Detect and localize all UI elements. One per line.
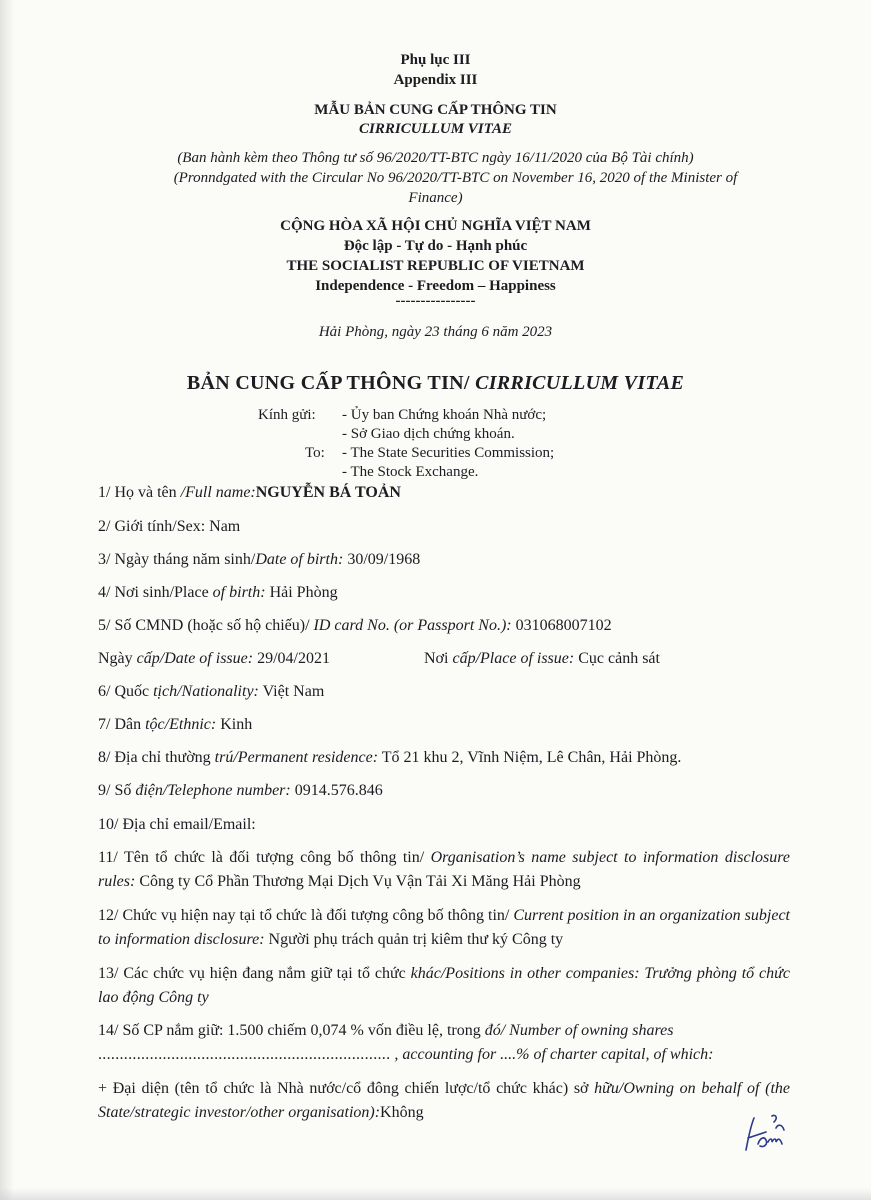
residence-value: Tổ 21 khu 2, Vĩnh Niệm, Lê Chân, Hải Phòng. <box>378 749 682 766</box>
field-permanent-residence <box>98 749 681 767</box>
issued-vi: (Ban hành kèm theo Thông tư số 96/2020/TT-BTC ngày 16/11/2020 của Bộ Tài chính) <box>177 150 694 166</box>
issue-place-value: Cục cảnh sát <box>574 650 660 667</box>
field-nationality <box>98 683 324 701</box>
addressee-line-1: - Ủy ban Chứng khoán Nhà nước; <box>342 407 547 423</box>
organisation-label: 11/ Tên tổ chức là đối tượng công bố thông tin/ <box>98 849 431 866</box>
document-title <box>0 372 871 395</box>
field-current-position <box>98 904 790 952</box>
shares-label-en: đó/ Number of owning shares <box>484 1022 674 1039</box>
residence-label-en: trú/Permanent residence: <box>214 749 379 766</box>
pob-label-en: of birth: <box>212 584 266 601</box>
dob-label: 3/ Ngày tháng năm sinh/ <box>98 551 256 568</box>
field-telephone <box>98 782 383 800</box>
organisation-label-en: Organisation’s name subject to information disclosure rules: <box>98 849 790 890</box>
form-title-en: CIRRICULLUM VITAE <box>359 121 512 137</box>
id-label: 5/ Số CMND (hoặc số hộ chiếu)/ <box>98 617 314 634</box>
scan-bottom-edge <box>0 1188 871 1200</box>
shares-accounting-en: , accounting for ....% of charter capital, of which: <box>390 1046 714 1063</box>
addressee-line-4: - The Stock Exchange. <box>342 464 479 480</box>
representation-label-en: hữu/Owning on behalf of (the State/strategic investor/other organisation): <box>98 1080 790 1121</box>
pob-label: 4/ Nơi sinh/Place <box>98 584 213 601</box>
telephone-label-en: điện/Telephone number: <box>135 782 291 799</box>
organisation-value: Công ty Cổ Phần Thương Mại Dịch Vụ Vận Tải Xi Măng Hải Phòng <box>135 873 581 890</box>
field-date-of-birth <box>98 551 420 569</box>
field-ethnic <box>98 716 252 734</box>
issue-date-label-en: cấp/Date of issue: <box>136 650 254 667</box>
full-name-value: NGUYỄN BÁ TOẢN <box>255 484 401 501</box>
representation-value: Không <box>380 1104 424 1121</box>
field-organisation <box>98 846 790 894</box>
initials-signature-icon <box>738 1110 788 1158</box>
field-sex: 2/ Giới tính/Sex: Nam <box>98 518 241 535</box>
issue-place-label-en: cấp/Place of issue: <box>452 650 575 667</box>
field-issue-date <box>98 650 330 668</box>
id-value: 031068007102 <box>511 617 612 634</box>
motto-en: Independence - Freedom – Happiness <box>315 278 556 294</box>
other-positions-label: 13/ Các chức vụ hiện đang nắm giữ tại tổ chức <box>98 965 411 982</box>
issue-place-label: Nơi <box>424 650 453 667</box>
shares-dots: .................................................................... <box>98 1046 391 1063</box>
addressee-label-vi: Kính gửi: <box>258 407 316 423</box>
position-label: 12/ Chức vụ hiện nay tại tổ chức là đối tượng công bố thông tin/ <box>98 907 514 924</box>
residence-label: 8/ Địa chỉ thường <box>98 749 215 766</box>
republic-en: THE SOCIALIST REPUBLIC OF VIETNAM <box>286 258 585 274</box>
ethnic-label-en: tộc/Ethnic: <box>145 716 217 733</box>
nationality-label-en: tịch/Nationality: <box>153 683 259 700</box>
ethnic-value: Kinh <box>216 716 253 733</box>
issued-en-2: Finance) <box>408 190 463 206</box>
appendix-vi: Phụ lục III <box>400 52 471 68</box>
field-shares <box>98 1019 790 1067</box>
issue-date-label: Ngày <box>98 650 137 667</box>
addressee-label-en: To: <box>305 445 325 461</box>
addressee-line-2: - Sở Giao dịch chứng khoán. <box>342 426 515 442</box>
full-name-label: 1/ Họ và tên <box>98 484 181 501</box>
nationality-label: 6/ Quốc <box>98 683 154 700</box>
id-label-en: ID card No. (or Passport No.): <box>313 617 512 634</box>
appendix-en: Appendix III <box>393 72 478 88</box>
position-value: Người phụ trách quản trị kiêm thư ký Công ty <box>264 931 564 948</box>
position-label-en: Current position in an organization subject to information disclosure: <box>98 907 790 948</box>
full-name-label-en: /Full name: <box>180 484 256 501</box>
header-divider: ---------------- <box>395 293 476 309</box>
ethnic-label: 7/ Dân <box>98 716 146 733</box>
motto-vi: Độc lập - Tự do - Hạnh phúc <box>343 238 528 254</box>
document-title-vi: BẢN CUNG CẤP THÔNG TIN/ <box>186 372 476 394</box>
dob-label-en: Date of birth: <box>255 551 344 568</box>
telephone-label: 9/ Số <box>98 782 136 799</box>
field-other-positions <box>98 962 790 1010</box>
shares-label: 14/ Số CP nắm giữ: 1.500 chiếm 0,074 % vốn điều lệ, trong <box>98 1022 485 1039</box>
other-positions-value: khác/Positions in other companies: Trưởng phòng tổ chức lao động Công ty <box>98 965 790 1006</box>
field-id-card <box>98 617 612 635</box>
nationality-value: Việt Nam <box>258 683 325 700</box>
scan-edge-shadow <box>0 0 14 1200</box>
issue-date-value: 29/04/2021 <box>253 650 330 667</box>
document-title-en: CIRRICULLUM VITAE <box>475 372 685 394</box>
pob-value: Hải Phòng <box>265 584 338 601</box>
field-full-name <box>98 484 401 502</box>
dob-value: 30/09/1968 <box>343 551 421 568</box>
republic-vi: CỘNG HÒA XÃ HỘI CHỦ NGHĨA VIỆT NAM <box>280 218 591 234</box>
field-email: 10/ Địa chỉ email/Email: <box>98 816 256 833</box>
field-representation <box>98 1077 790 1125</box>
field-issue-place <box>424 650 660 668</box>
field-place-of-birth <box>98 584 338 602</box>
representation-label: + Đại diện (tên tổ chức là Nhà nước/cổ đông chiến lược/tổ chức khác) sở <box>98 1080 595 1097</box>
place-date: Hải Phòng, ngày 23 tháng 6 năm 2023 <box>318 324 553 340</box>
issued-en-1: (Pronndgated with the Circular No 96/2020/TT-BTC on November 16, 2020 of the Minister of <box>173 170 738 186</box>
addressee-line-3: - The State Securities Commission; <box>342 445 555 461</box>
form-title-vi: MẪU BẢN CUNG CẤP THÔNG TIN <box>314 102 557 118</box>
telephone-value: 0914.576.846 <box>290 782 383 799</box>
